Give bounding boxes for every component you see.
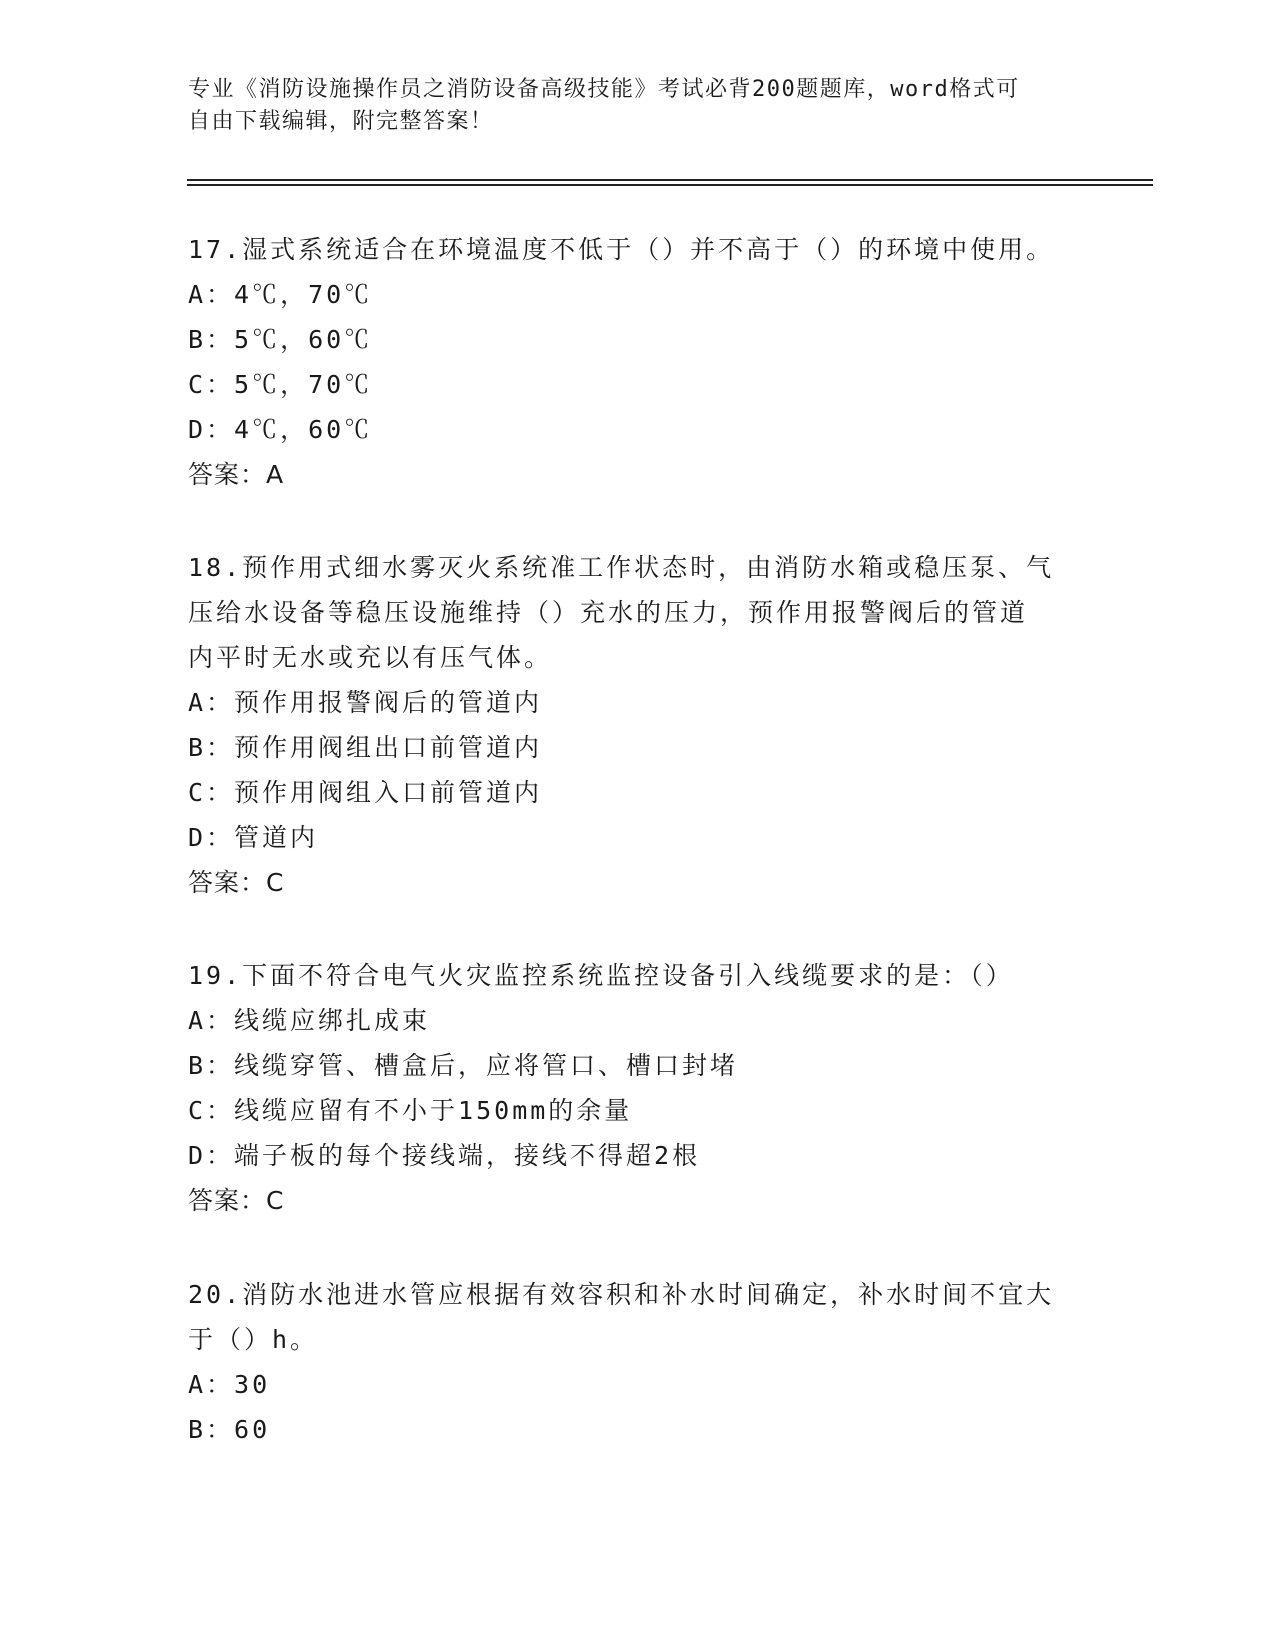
option-d: D：4℃，60℃: [188, 415, 373, 444]
header-line-2: 自由下载编辑，附完整答案！: [188, 109, 494, 134]
question-stem: [188, 953, 1088, 998]
option-a: A：线缆应绑扎成束: [188, 1006, 431, 1035]
option-c: C：线缆应留有不小于150mm的余量: [188, 1096, 633, 1125]
answer: 答案：C: [188, 1186, 285, 1215]
question-stem: [188, 227, 1088, 272]
stem-line: 18.预作用式细水雾灭火系统准工作状态时，由消防水箱或稳压泵、气: [188, 553, 1055, 582]
option-b: B：60: [188, 1415, 271, 1444]
header-line-1: 专业《消防设施操作员之消防设备高级技能》考试必背200题题库，word格式可: [188, 77, 1020, 102]
stem-line: 19.下面不符合电气火灾监控系统监控设备引入线缆要求的是：（）: [188, 961, 1014, 990]
header-divider-bottom: [187, 184, 1153, 186]
option-b: B：线缆穿管、槽盒后，应将管口、槽口封堵: [188, 1051, 739, 1080]
answer: 答案：A: [188, 460, 285, 489]
stem-line: 于（）h。: [188, 1325, 319, 1354]
question-20: [188, 1272, 1088, 1452]
option-b: B：预作用阀组出口前管道内: [188, 733, 543, 762]
option-d: D：端子板的每个接线端，接线不得超2根: [188, 1141, 701, 1170]
option-d: D：管道内: [188, 823, 319, 852]
stem-line: 压给水设备等稳压设施维持（）充水的压力，预作用报警阀后的管道: [188, 598, 1029, 627]
option-a: A：预作用报警阀后的管道内: [188, 688, 543, 717]
option-b: B：5℃，60℃: [188, 325, 373, 354]
question-stem: [188, 1272, 1088, 1362]
question-17: [188, 227, 1088, 497]
stem-line: 20.消防水池进水管应根据有效容积和补水时间确定，补水时间不宜大: [188, 1280, 1055, 1309]
option-a: A：30: [188, 1370, 271, 1399]
stem-line: 内平时无水或充以有压气体。: [188, 643, 553, 672]
option-a: A：4℃，70℃: [188, 280, 373, 309]
document-header: [188, 74, 1088, 138]
header-divider-top: [187, 179, 1153, 181]
option-c: C：预作用阀组入口前管道内: [188, 778, 543, 807]
question-stem: [188, 545, 1088, 680]
question-19: [188, 953, 1088, 1223]
question-18: [188, 545, 1088, 905]
answer: 答案：C: [188, 868, 285, 897]
stem-line: 17.湿式系统适合在环境温度不低于（）并不高于（）的环境中使用。: [188, 235, 1055, 264]
option-c: C：5℃，70℃: [188, 370, 373, 399]
